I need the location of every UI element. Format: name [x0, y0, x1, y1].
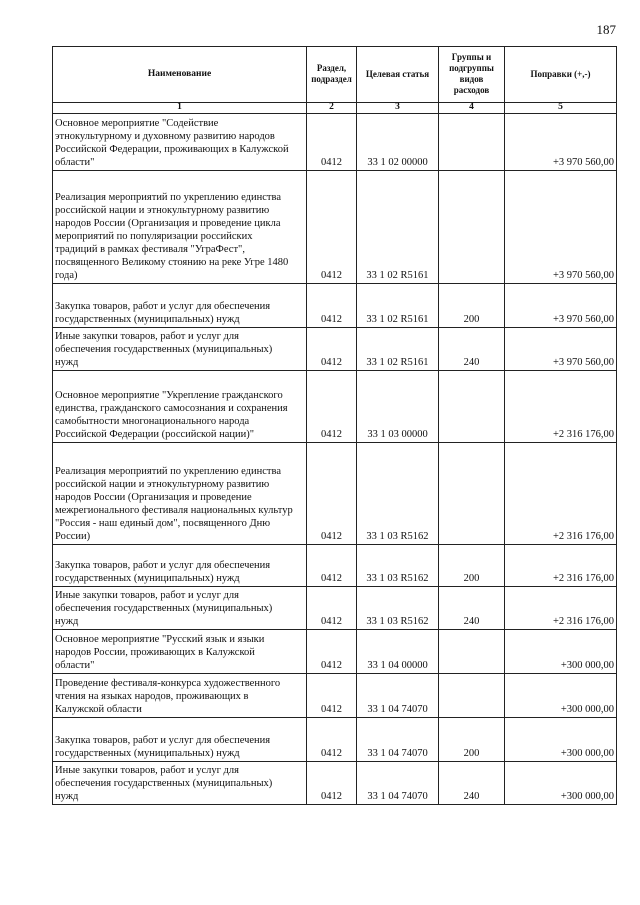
column-number: 2	[307, 103, 357, 114]
row-name: Основное мероприятие "Русский язык и языки народов России, проживающих в Калужской области"	[53, 630, 307, 674]
row-expense-group	[439, 630, 505, 674]
row-amount: +2 316 176,00	[505, 443, 617, 545]
table-row	[53, 545, 617, 587]
row-name: Закупка товаров, работ и услуг для обеспечения государственных (муниципальных) нужд	[53, 718, 307, 762]
row-expense-group: 240	[439, 328, 505, 371]
table-row	[53, 443, 617, 545]
row-amount: +3 970 560,00	[505, 114, 617, 171]
row-name: Закупка товаров, работ и услуг для обеспечения государственных (муниципальных) нужд	[53, 284, 307, 328]
row-amount: +2 316 176,00	[505, 545, 617, 587]
row-target: 33 1 04 74070	[357, 762, 439, 805]
page-number: 187	[596, 22, 616, 37]
row-section: 0412	[307, 674, 357, 718]
table-row	[53, 674, 617, 718]
row-expense-group	[439, 674, 505, 718]
column-number: 3	[357, 103, 439, 114]
row-expense-group: 200	[439, 718, 505, 762]
row-target: 33 1 03 R5162	[357, 443, 439, 545]
row-target: 33 1 02 R5161	[357, 171, 439, 284]
row-name: Реализация мероприятий по укреплению единства российской нации и этнокультурному развитию народов России (Организация и проведение межрегионального фестиваля национальных культур "Россия - наш единый дом", посвященного Дню России)	[53, 443, 307, 545]
table-row	[53, 587, 617, 630]
row-name: Иные закупки товаров, работ и услуг для обеспечения государственных (муниципальных) нужд	[53, 762, 307, 805]
header-groups: Группы и подгруппы видов расходов	[439, 47, 505, 103]
column-number: 4	[439, 103, 505, 114]
row-expense-group	[439, 443, 505, 545]
row-expense-group: 200	[439, 545, 505, 587]
table-row	[53, 718, 617, 762]
row-name: Проведение фестиваля-конкурса художественного чтения на языках народов, проживающих в Калужской области	[53, 674, 307, 718]
row-amount: +3 970 560,00	[505, 328, 617, 371]
row-target: 33 1 03 R5162	[357, 545, 439, 587]
row-amount: +300 000,00	[505, 674, 617, 718]
table-row	[53, 630, 617, 674]
row-name: Иные закупки товаров, работ и услуг для обеспечения государственных (муниципальных) нужд	[53, 328, 307, 371]
row-target: 33 1 02 R5161	[357, 284, 439, 328]
row-section: 0412	[307, 718, 357, 762]
row-target: 33 1 03 R5162	[357, 587, 439, 630]
row-section: 0412	[307, 545, 357, 587]
row-amount: +2 316 176,00	[505, 587, 617, 630]
row-expense-group: 240	[439, 762, 505, 805]
column-number: 5	[505, 103, 617, 114]
row-section: 0412	[307, 762, 357, 805]
row-amount: +3 970 560,00	[505, 171, 617, 284]
row-expense-group: 240	[439, 587, 505, 630]
row-target: 33 1 02 00000	[357, 114, 439, 171]
column-number-row	[53, 103, 617, 114]
row-section: 0412	[307, 443, 357, 545]
row-name: Реализация мероприятий по укреплению единства российской нации и этнокультурному развитию народов России (Организация и проведение цикла мероприятий по популяризации российских традиций в рамках фестиваля "УграФест", посвященного Великому стоянию на реке Угре 1480 года)	[53, 171, 307, 284]
header-target: Целевая статья	[357, 47, 439, 103]
row-name: Иные закупки товаров, работ и услуг для обеспечения государственных (муниципальных) нужд	[53, 587, 307, 630]
row-amount: +3 970 560,00	[505, 284, 617, 328]
table-row	[53, 328, 617, 371]
row-section: 0412	[307, 284, 357, 328]
column-number: 1	[53, 103, 307, 114]
row-target: 33 1 02 R5161	[357, 328, 439, 371]
row-section: 0412	[307, 114, 357, 171]
row-amount: +300 000,00	[505, 718, 617, 762]
table-row	[53, 284, 617, 328]
row-target: 33 1 04 74070	[357, 674, 439, 718]
header-row	[53, 47, 617, 103]
row-target: 33 1 03 00000	[357, 371, 439, 443]
row-name: Основное мероприятие "Содействие этнокультурному и духовному развитию народов Российской Федерации, проживающих в Калужской области"	[53, 114, 307, 171]
row-name: Основное мероприятие "Укрепление гражданского единства, гражданского самосознания и сохранения самобытности многонационального народа Российской Федерации (российской нации)"	[53, 371, 307, 443]
row-expense-group	[439, 371, 505, 443]
row-amount: +2 316 176,00	[505, 371, 617, 443]
row-section: 0412	[307, 171, 357, 284]
row-name: Закупка товаров, работ и услуг для обеспечения государственных (муниципальных) нужд	[53, 545, 307, 587]
header-section: Раздел, подраздел	[307, 47, 357, 103]
row-amount: +300 000,00	[505, 630, 617, 674]
header-name: Наименование	[53, 47, 307, 103]
row-target: 33 1 04 74070	[357, 718, 439, 762]
table-row	[53, 114, 617, 171]
row-expense-group: 200	[439, 284, 505, 328]
row-section: 0412	[307, 371, 357, 443]
row-section: 0412	[307, 328, 357, 371]
row-amount: +300 000,00	[505, 762, 617, 805]
row-expense-group	[439, 114, 505, 171]
row-section: 0412	[307, 587, 357, 630]
header-amendments: Поправки (+,-)	[505, 47, 617, 103]
row-target: 33 1 04 00000	[357, 630, 439, 674]
budget-table	[52, 46, 617, 805]
table-row	[53, 371, 617, 443]
row-section: 0412	[307, 630, 357, 674]
row-expense-group	[439, 171, 505, 284]
table-row	[53, 171, 617, 284]
table-row	[53, 762, 617, 805]
